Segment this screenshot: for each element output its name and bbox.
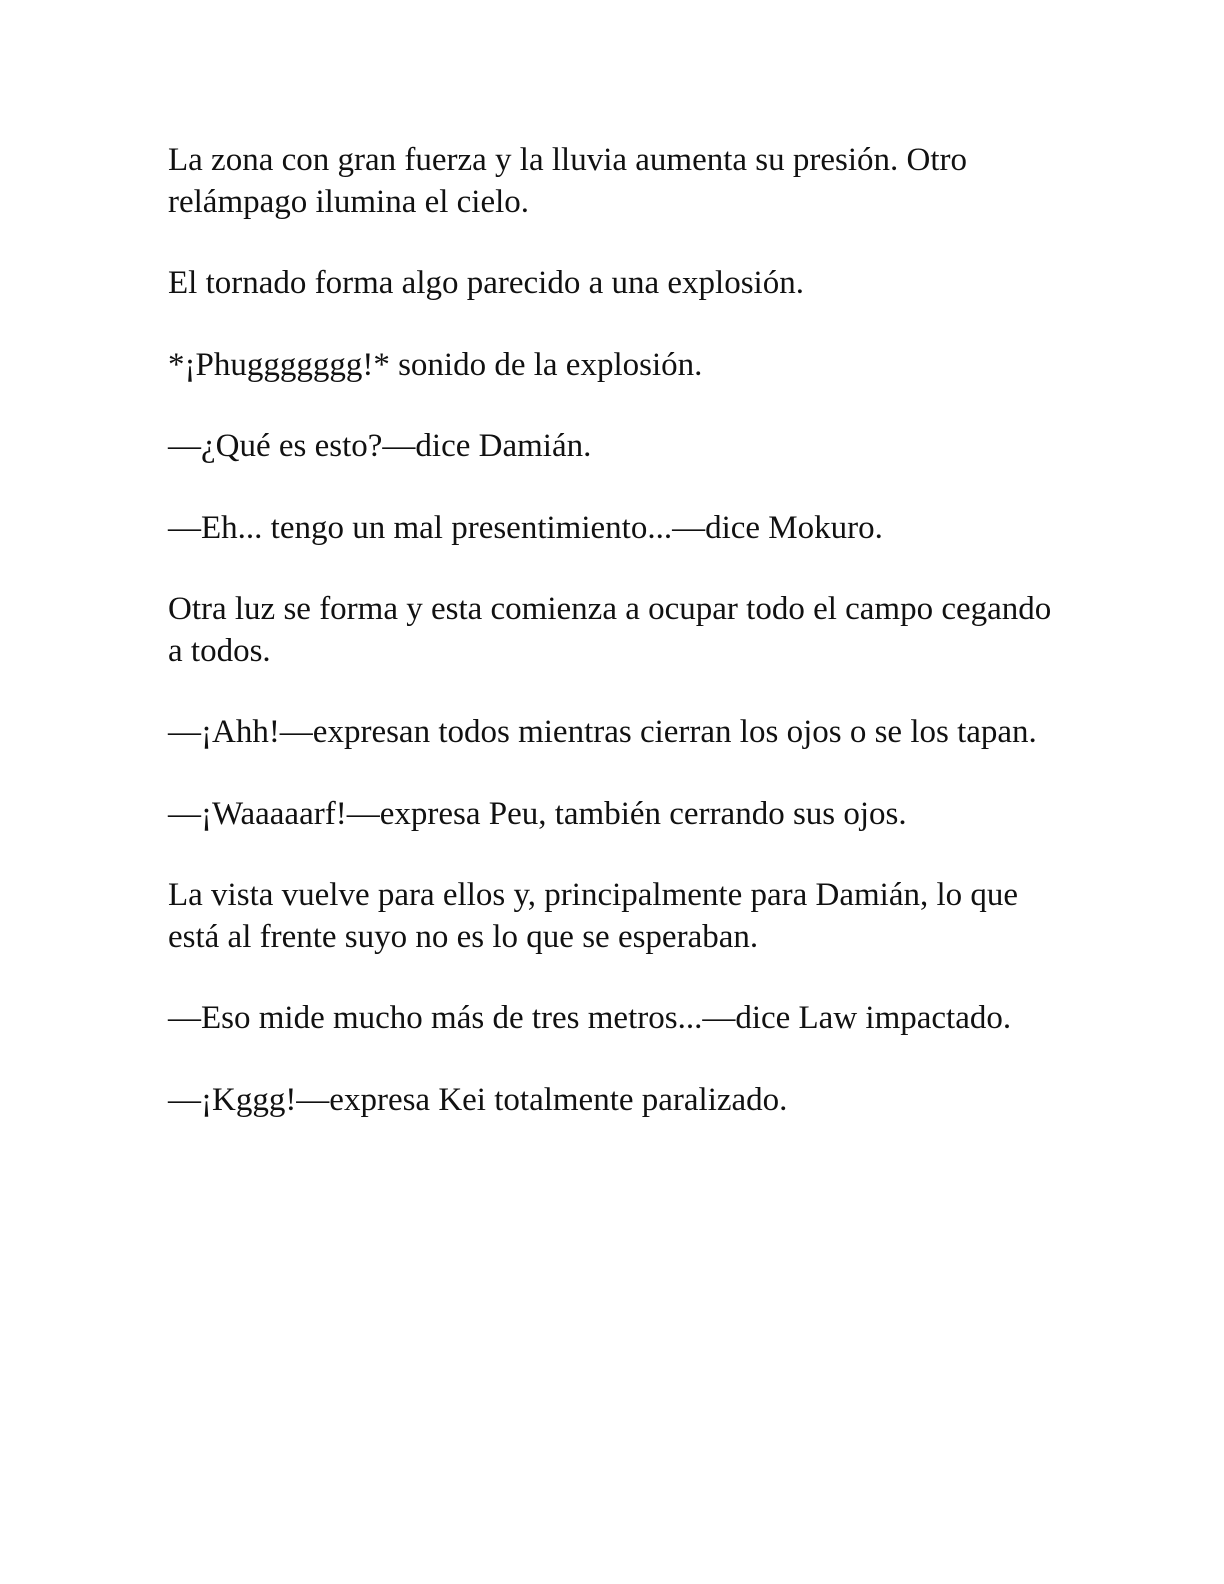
paragraph: Otra luz se forma y esta comienza a ocupar todo el campo cegando a todos.	[168, 591, 1052, 669]
paragraph: El tornado forma algo parecido a una explosión.	[168, 265, 804, 301]
paragraph: —¡Waaaaarf!—expresa Peu, también cerrando sus ojos.	[168, 795, 907, 832]
paragraph: —¡Ahh!—expresan todos mientras cierran los ojos o se los tapan.	[168, 714, 1037, 750]
paragraph: —Eh... tengo un mal presentimiento...—dice Mokuro.	[168, 509, 883, 546]
paragraph: —¿Qué es esto?—dice Damián.	[168, 428, 592, 464]
paragraph: —¡Kggg!—expresa Kei totalmente paralizado.	[168, 1081, 788, 1118]
paragraph: —Eso mide mucho más de tres metros...—dice Law impactado.	[168, 1000, 1012, 1036]
paragraph: *¡Phuggggggg!* sonido de la explosión.	[168, 346, 703, 383]
paragraph: La vista vuelve para ellos y, principalmente para Damián, lo que está al frente suyo no es lo que se esperaban.	[168, 877, 1019, 955]
paragraph: La zona con gran fuerza y la lluvia aumenta su presión. Otro relámpago ilumina el cielo.	[168, 142, 968, 220]
document-body	[168, 140, 1068, 1161]
